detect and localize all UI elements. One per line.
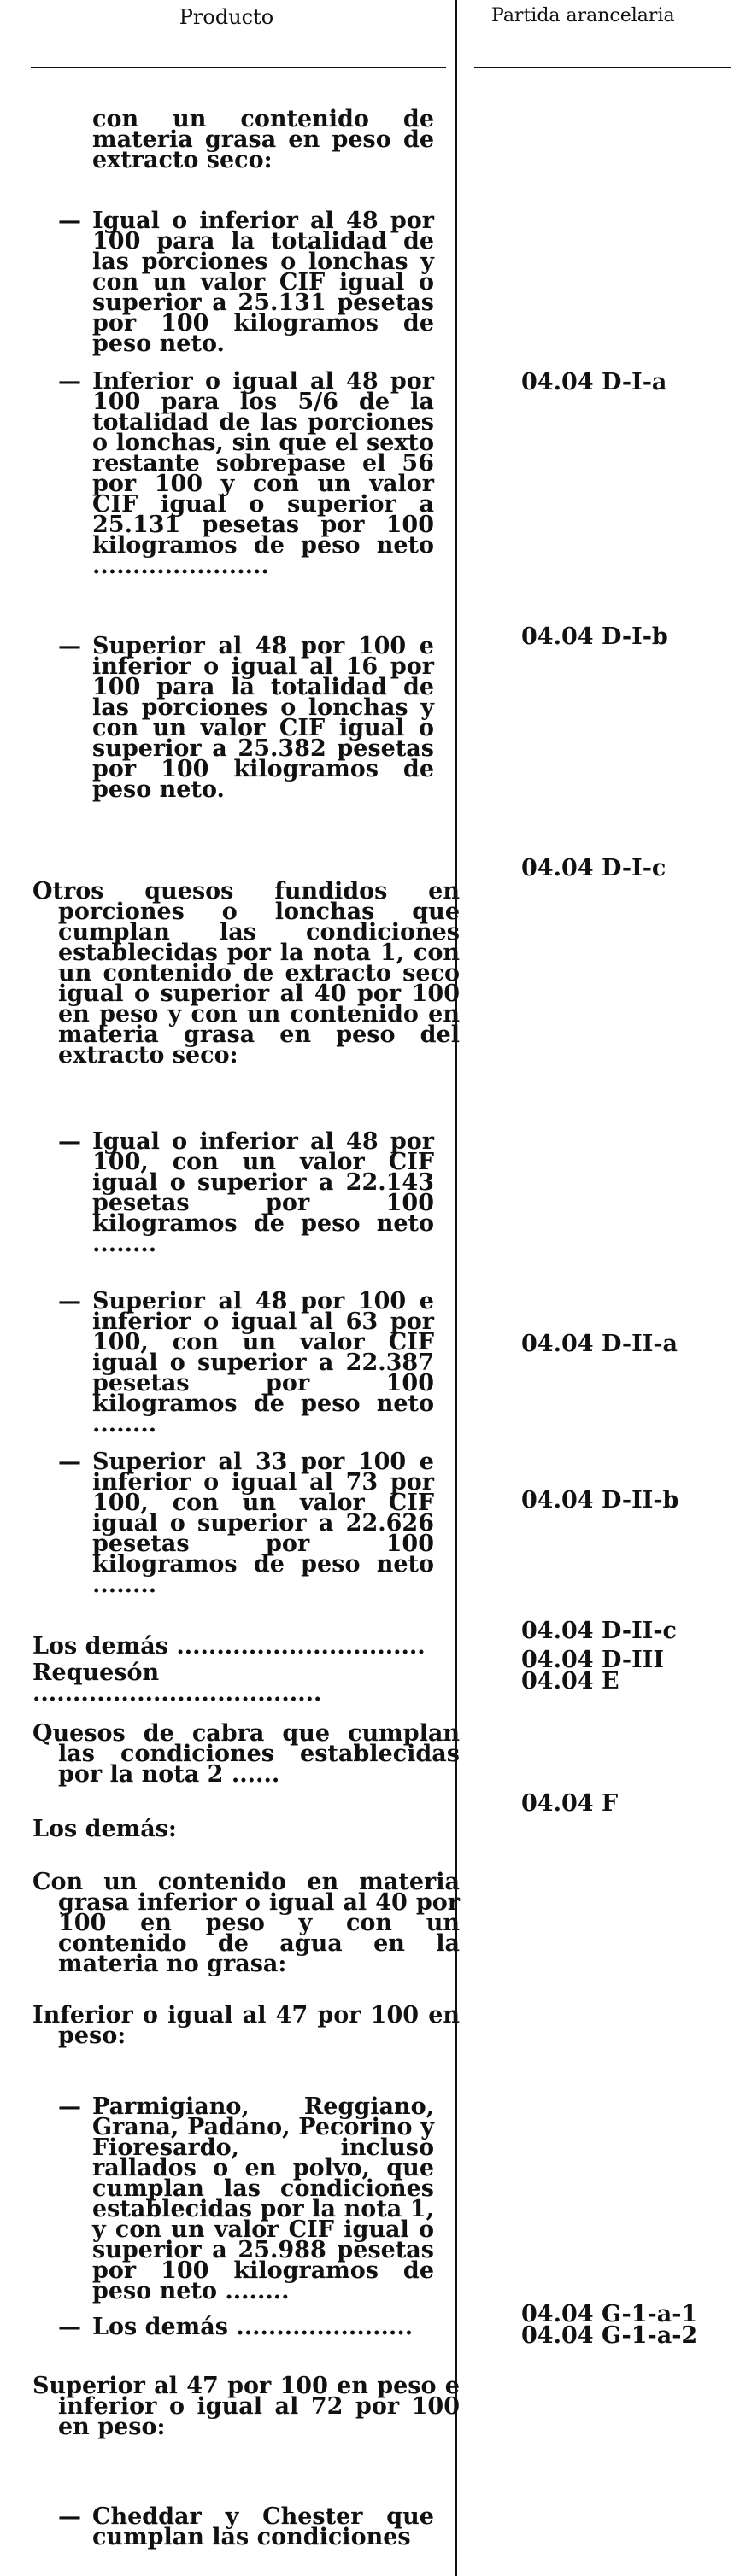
entry-text: Otros quesos fundidos en porciones o lonchas que cumplan las condiciones establecidas por la nota 1, con un contenido de extracto seco igual o superior al 40 por 100 en peso y con un contenido en materia grasa en peso del extracto seco: (32, 878, 460, 1068)
entry-text: con un contenido de materia grasa en peso de extracto seco: (92, 106, 434, 173)
tariff-code: 04.04 D-I-b (521, 624, 668, 650)
tariff-code: 04.04 D-III (521, 1647, 664, 1673)
dash-marker: — (58, 2093, 81, 2120)
tariff-code: 04.04 F (521, 1790, 619, 1817)
header-rule-left (31, 67, 446, 68)
entry-text: Los demás ............................... (32, 1633, 426, 1660)
tariff-code: 04.04 D-I-c (521, 855, 666, 881)
entry-text: Los demás ...................... (92, 2314, 414, 2340)
column-header-partida: Partida arancelaria (491, 5, 675, 26)
entry-text: Parmigiano, Reggiano, Grana, Padano, Pecorino y Fioresardo, incluso rallados o en polvo, que cumplan las condiciones establecidas por la nota 1, y con un valor CIF igual o superior a 25.988 pesetas por 100 kilogramos de peso neto ........ (92, 2093, 434, 2304)
column-divider (455, 0, 457, 2576)
tariff-code: 04.04 D-II-c (521, 1618, 677, 1644)
dash-marker: — (58, 633, 81, 659)
tariff-code: 04.04 D-II-a (521, 1331, 678, 1357)
tariff-code: 04.04 D-II-b (521, 1487, 679, 1513)
entry-text: Igual o inferior al 48 por 100, con un valor CIF igual o superior a 22.143 pesetas por 100 kilogramos de peso neto ........ (92, 1128, 434, 1257)
entry-text: Superior al 47 por 100 en peso e inferior o igual al 72 por 100 en peso: (32, 2373, 460, 2440)
entry-text: Requesón .................................... (32, 1660, 322, 1707)
tariff-code: 04.04 E (521, 1668, 619, 1695)
entry-text: Cheddar y Chester que cumplan las condiciones (92, 2503, 434, 2550)
entry-text: Inferior o igual al 47 por 100 en peso: (32, 2002, 460, 2049)
entry-text: Igual o inferior al 48 por 100 para la totalidad de las porciones o lonchas y con un valor CIF igual o superior a 25.131 pesetas por 100 kilogramos de peso neto. (92, 208, 434, 357)
dash-marker: — (58, 208, 81, 234)
dash-marker: — (58, 1288, 81, 1314)
tariff-code: 04.04 G-1-a-1 (521, 2301, 698, 2327)
dash-marker: — (58, 2314, 81, 2340)
tariff-code: 04.04 D-I-a (521, 369, 667, 395)
dash-marker: — (58, 1449, 81, 1475)
entry-text: Superior al 33 por 100 e inferior o igual al 73 por 100, con un valor CIF igual o superior a 22.626 pesetas por 100 kilogramos de peso neto ........ (92, 1449, 434, 1598)
entry-text: Quesos de cabra que cumplan las condiciones establecidas por la nota 2 ...... (32, 1720, 460, 1788)
dash-marker: — (58, 1128, 81, 1155)
entry-text: Con un contenido en materia grasa inferior o igual al 40 por 100 en peso y con un contenido de agua en la materia no grasa: (32, 1869, 460, 1977)
dash-marker: — (58, 2503, 81, 2530)
header-rule-right (474, 67, 731, 68)
entry-text: Superior al 48 por 100 e inferior o igual al 16 por 100 para la totalidad de las porciones o lonchas y con un valor CIF igual o superior a 25.382 pesetas por 100 kilogramos de peso neto. (92, 633, 434, 803)
column-header-producto: Producto (179, 5, 274, 29)
entry-text: Los demás: (32, 1816, 177, 1842)
tariff-code: 04.04 G-1-a-2 (521, 2322, 698, 2349)
entry-text: Superior al 48 por 100 e inferior o igual al 63 por 100, con un valor CIF igual o superior a 22.387 pesetas por 100 kilogramos de peso neto ........ (92, 1288, 434, 1437)
dash-marker: — (58, 368, 81, 395)
entry-text: Inferior o igual al 48 por 100 para los 5/6 de la totalidad de las porciones o lonchas, sin que el sexto restante sobrepase el 56 por 100 y con un valor CIF igual o superior a 25.131 pesetas por 100 kilogramos de peso neto ...................... (92, 368, 434, 579)
